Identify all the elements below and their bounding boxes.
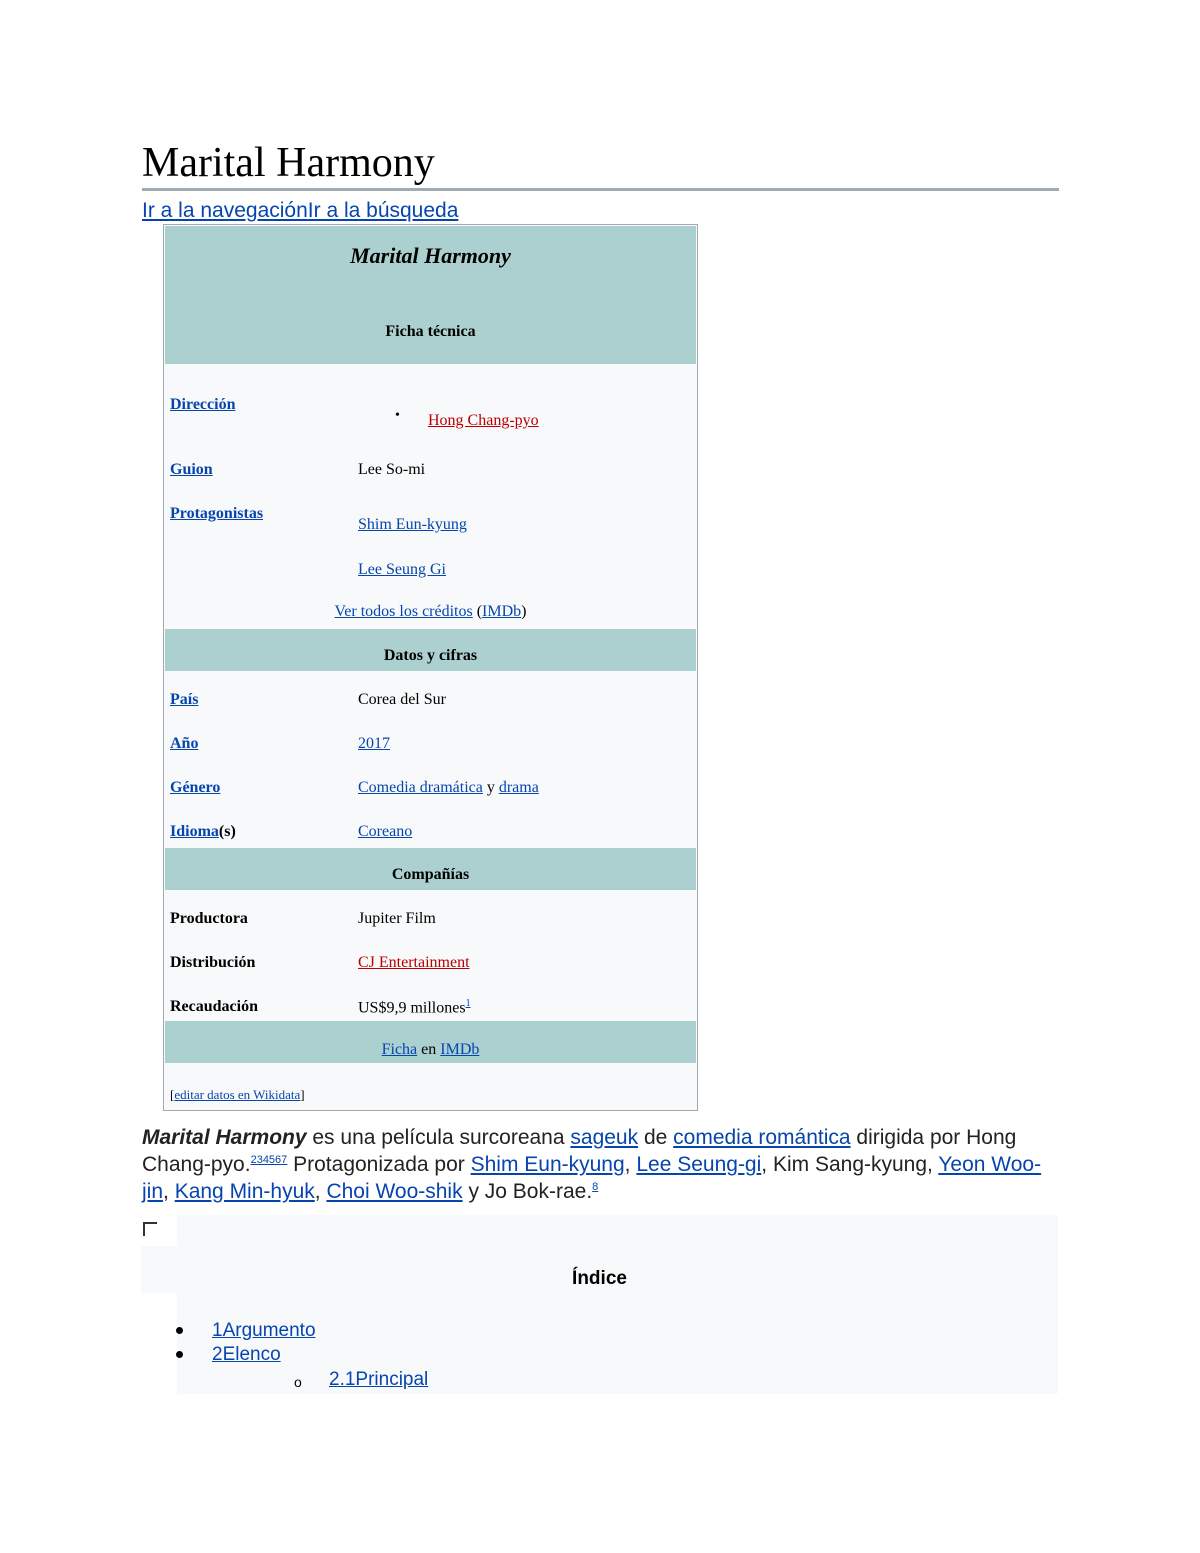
direccion-label[interactable]: Dirección: [170, 396, 236, 413]
text: ,: [163, 1180, 175, 1203]
distribucion-value[interactable]: CJ Entertainment: [358, 954, 470, 971]
choi-woo-shik-link[interactable]: Choi Woo-shik: [326, 1180, 463, 1203]
yeon-woo-jin-link[interactable]: Yeon Woo-jin: [142, 1153, 1042, 1203]
idioma-value[interactable]: Coreano: [358, 823, 413, 840]
productora-value: Jupiter Film: [358, 910, 436, 927]
lee-seung-gi-link[interactable]: Lee Seung-gi: [636, 1153, 762, 1176]
toc-toggle-checkbox[interactable]: [143, 1222, 157, 1236]
text: y Jo Bok-rae.: [462, 1180, 593, 1203]
imdb-credits-link[interactable]: IMDb: [482, 603, 522, 620]
page-title: Marital Harmony: [142, 138, 1059, 191]
recaudacion-value: [358, 998, 471, 1017]
text: , Kim Sang-kyung,: [761, 1153, 939, 1176]
recaudacion-amount: US$9,9 millones: [358, 999, 466, 1017]
recaudacion-label: Recaudación: [170, 998, 258, 1015]
infobox: [163, 224, 698, 1111]
ficha-imdb-row: [164, 1041, 697, 1059]
protagonistas-label[interactable]: Protagonistas: [170, 505, 264, 522]
guion-label[interactable]: Guion: [170, 461, 213, 478]
protagonista-link[interactable]: Shim Eun-kyung: [358, 516, 467, 533]
idioma-link[interactable]: Idioma: [170, 823, 219, 840]
text: es una película surcoreana: [306, 1126, 571, 1149]
list-bullet: [176, 1351, 183, 1358]
toc-title: Índice: [572, 1268, 627, 1289]
toc-gap: [141, 1293, 177, 1394]
toc-box: [141, 1215, 1058, 1394]
protagonista-link[interactable]: Lee Seung Gi: [358, 561, 446, 578]
toc-item-elenco[interactable]: 2Elenco: [212, 1344, 281, 1365]
genero-value: [358, 779, 539, 797]
text: dirigida por Hong Chang-pyo.: [142, 1126, 1017, 1176]
anio-label[interactable]: Año: [170, 735, 199, 752]
ficha-link[interactable]: Ficha: [381, 1041, 418, 1058]
shim-eun-kyung-link[interactable]: Shim Eun-kyung: [470, 1153, 625, 1176]
guion-value: Lee So-mi: [358, 461, 426, 478]
text: de: [638, 1126, 674, 1149]
text: ,: [624, 1153, 637, 1176]
toc-item-argumento[interactable]: 1Argumento: [212, 1320, 316, 1341]
section-ficha-tecnica: Ficha técnica: [385, 323, 476, 340]
jump-to-navigation-link[interactable]: Ir a la navegación: [142, 199, 308, 222]
toc-item-principal[interactable]: 2.1Principal: [329, 1369, 429, 1390]
reference-link[interactable]: 1: [465, 998, 471, 1009]
text: Protagonizada por: [287, 1153, 471, 1176]
ficha-en: en: [421, 1041, 437, 1058]
kang-min-hyuk-link[interactable]: Kang Min-hyuk: [174, 1180, 315, 1203]
edit-wikidata-link[interactable]: editar datos en Wikidata: [174, 1087, 301, 1102]
genero-label[interactable]: Género: [170, 779, 221, 796]
comedia-romantica-link[interactable]: comedia romántica: [673, 1126, 851, 1149]
infobox-heading: Marital Harmony: [350, 243, 511, 268]
pais-value: Corea del Sur: [358, 691, 446, 708]
wikidata-edit: [editar datos en Wikidata]: [170, 1087, 305, 1102]
anio-value[interactable]: 2017: [358, 735, 390, 752]
jump-links: [142, 198, 458, 224]
section-companias: Compañías: [391, 866, 470, 883]
reference-links[interactable]: 234567: [250, 1154, 288, 1166]
section-datos-cifras: Datos y cifras: [383, 647, 478, 664]
ver-creditos-link[interactable]: Ver todos los créditos: [334, 603, 473, 620]
imdb-link[interactable]: IMDb: [440, 1041, 480, 1058]
film-title: Marital Harmony: [142, 1126, 307, 1149]
distribucion-label: Distribución: [170, 954, 256, 971]
ver-creditos-row: Ver todos los créditos (IMDb): [334, 603, 527, 620]
text: ,: [314, 1180, 327, 1203]
idioma-suffix: (s): [218, 823, 236, 840]
list-bullet: [176, 1327, 183, 1334]
reference-link[interactable]: 8: [592, 1181, 599, 1193]
productora-label: Productora: [170, 910, 248, 927]
genero-conjunction: y: [486, 779, 495, 796]
direccion-value[interactable]: Hong Chang-pyo: [428, 412, 539, 429]
pais-label[interactable]: País: [170, 691, 199, 708]
sageuk-link[interactable]: sageuk: [570, 1126, 639, 1149]
idioma-label: [170, 823, 236, 841]
genero-link-comedia[interactable]: Comedia dramática: [358, 779, 483, 796]
genero-link-drama[interactable]: drama: [498, 779, 539, 796]
intro-paragraph: [142, 1124, 1067, 1205]
list-bullet: •: [395, 408, 400, 423]
sublist-marker: o: [294, 1374, 302, 1390]
jump-to-search-link[interactable]: Ir a la búsqueda: [307, 199, 459, 222]
